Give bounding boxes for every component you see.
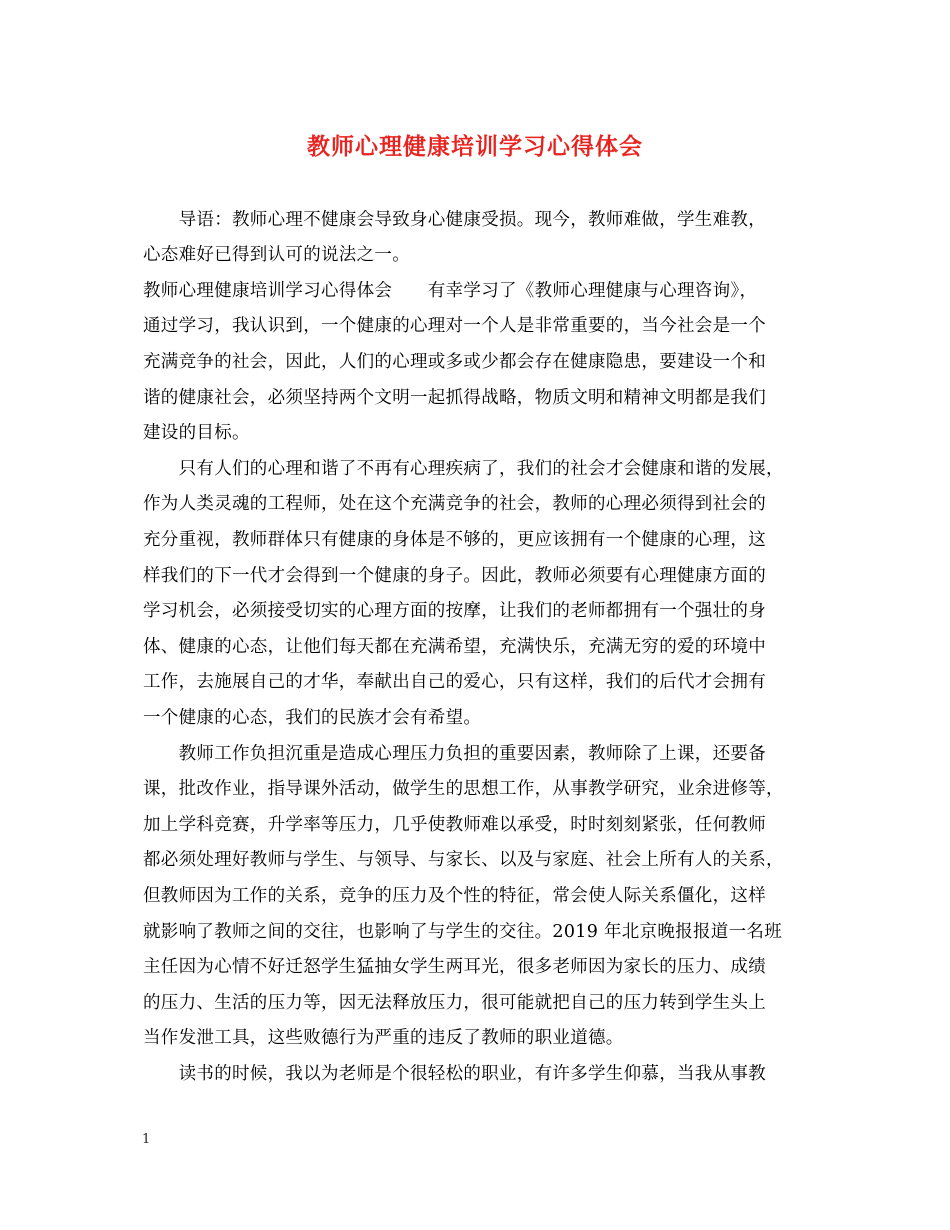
text-line: 谐的健康社会，必须坚持两个文明一起抓得战略，物质文明和精神文明都是我们: [143, 388, 766, 408]
text-line: 主任因为心情不好迁怒学生猛抽女学生两耳光，很多老师因为家长的压力、成绩: [143, 957, 766, 977]
text-line: 心态难好已得到认可的说法之一。: [143, 245, 410, 265]
text-line: 只有人们的心理和谐了不再有心理疾病了，我们的社会才会健康和谐的发展，: [143, 459, 784, 479]
text-line: 导语：教师心理不健康会导致身心健康受损。现今，教师难做，学生难教，: [143, 210, 766, 230]
text-line: 加上学科竞赛，升学率等压力，几乎使教师难以承受，时时刻刻紧张，任何教师: [143, 815, 766, 835]
text-line: 建设的目标。: [143, 423, 250, 443]
text-line: 工作，去施展自己的才华，奉献出自己的爱心，只有这样，我们的后代才会拥有: [143, 672, 766, 692]
text-line: 读书的时候，我以为老师是个很轻松的职业，有许多学生仰慕，当我从事教: [143, 1064, 766, 1084]
document-title: 教师心理健康培训学习心得体会: [307, 133, 643, 160]
text-line: 都必须处理好教师与学生、与领导、与家长、以及与家庭、社会上所有人的关系，: [143, 850, 784, 870]
page-number: 1: [142, 1132, 151, 1147]
text-line: 当作发泄工具，这些败德行为严重的违反了教师的职业道德。: [143, 1028, 624, 1048]
text-line: 教师工作负担沉重是造成心理压力负担的重要因素，教师除了上课，还要备: [143, 744, 766, 764]
text-line: 充满竞争的社会，因此，人们的心理或多或少都会存在健康隐患，要建设一个和: [143, 352, 766, 372]
text-line: 一个健康的心态，我们的民族才会有希望。: [143, 708, 482, 728]
text-line: 体、健康的心态，让他们每天都在充满希望，充满快乐，充满无穷的爱的环境中: [143, 637, 766, 657]
text-line: 通过学习，我认识到，一个健康的心理对一个人是非常重要的，当今社会是一个: [143, 316, 766, 336]
text-line: 课，批改作业，指导课外活动，做学生的思想工作，从事教学研究，业余进修等，: [143, 779, 784, 799]
text-line: 但教师因为工作的关系，竞争的压力及个性的特征，常会使人际关系僵化，这样: [143, 886, 766, 906]
text-line: 教师心理健康培训学习心得体会 有幸学习了《教师心理健康与心理咨询》，: [143, 281, 758, 301]
text-line: 就影响了教师之间的交往，也影响了与学生的交往。2019 年北京晚报报道一名班: [143, 922, 782, 942]
text-line: 充分重视，教师群体只有健康的身体是不够的，更应该拥有一个健康的心理，这: [143, 530, 766, 550]
text-line: 样我们的下一代才会得到一个健康的身子。因此，教师必须要有心理健康方面的: [143, 566, 766, 586]
text-line: 的压力、生活的压力等，因无法释放压力，很可能就把自己的压力转到学生头上: [143, 993, 766, 1013]
text-line: 学习机会，必须接受切实的心理方面的按摩，让我们的老师都拥有一个强壮的身: [143, 601, 766, 621]
text-line: 作为人类灵魂的工程师，处在这个充满竞争的社会，教师的心理必须得到社会的: [143, 494, 766, 514]
